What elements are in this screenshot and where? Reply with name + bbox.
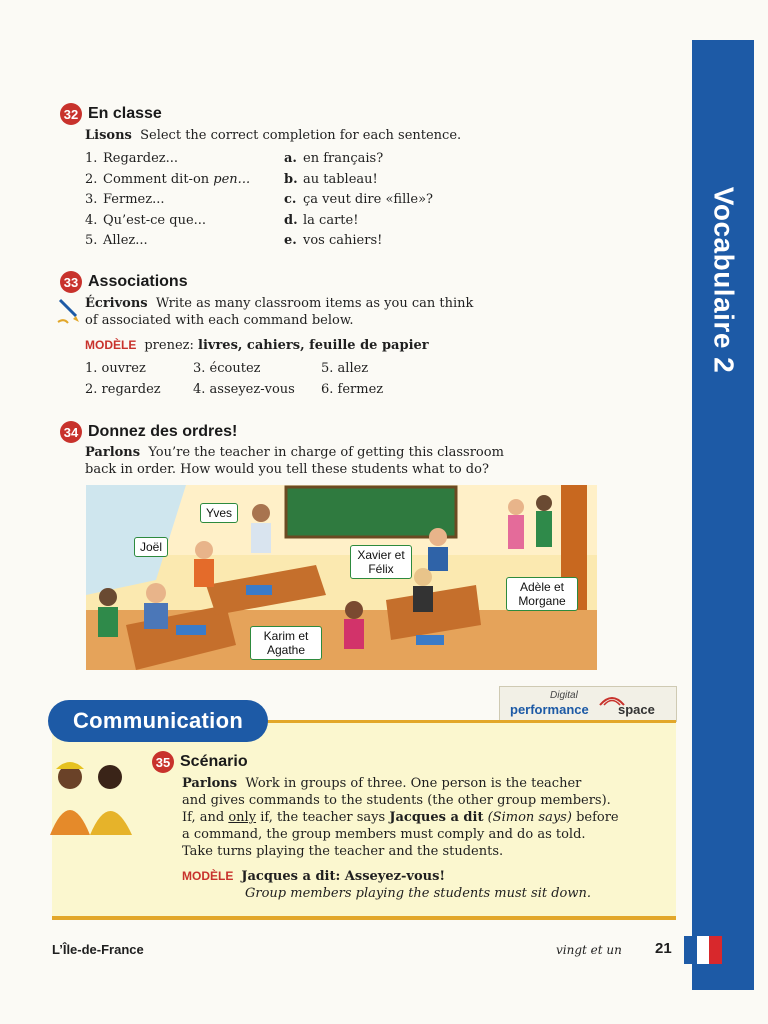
activity-number: 32: [60, 103, 82, 125]
list-item: b. au tableau!: [284, 171, 378, 187]
activity-35-instructions: Parlons Work in groups of three. One person is the teacher and gives commands to the students (the other group members). If, and only if, the teacher says Jacques a dit (Simon says) before a command, the group members must comply and do as told. Take turns playing the teacher and the students.: [182, 776, 619, 859]
activity-title: Donnez des ordres!: [88, 423, 238, 440]
footer-region: L’Île-de-France: [52, 942, 144, 957]
activity-32-header: [60, 103, 162, 125]
page-number: 21: [655, 940, 672, 957]
activity-number: 34: [60, 421, 82, 443]
list-item: 5. allez: [321, 361, 369, 376]
pencil-icon: [56, 296, 82, 326]
activity-35-header: [152, 751, 248, 773]
activity-32-instructions: Lisons Select the correct completion for each sentence.: [85, 128, 462, 143]
footer-page-words: vingt et un: [556, 943, 622, 957]
list-item: d. la carte!: [284, 212, 359, 228]
list-item: 3. écoutez: [193, 361, 261, 376]
classroom-illustration: [86, 485, 597, 670]
list-item: 4. asseyez-vous: [193, 381, 295, 397]
activity-33-modele: MODÈLE prenez: livres, cahiers, feuille de papier: [85, 338, 429, 353]
students-photo: [40, 755, 140, 835]
list-item: 6. fermez: [321, 381, 384, 397]
list-item: 2. Comment dit-on pen...: [85, 171, 251, 187]
label-joel: Joël: [134, 537, 168, 557]
list-item: 3. Fermez...: [85, 192, 165, 207]
list-item: 1. ouvrez: [85, 361, 146, 376]
label-adele-morgane: Adèle et Morgane: [506, 577, 578, 611]
activity-34-header: [60, 421, 237, 443]
activity-32-right-column: [284, 149, 433, 252]
activity-number: 35: [152, 751, 174, 773]
activity-33-instructions: Écrivons Write as many classroom items as you can think of associated with each command below.: [85, 296, 474, 328]
list-item: 4. Qu’est-ce que...: [85, 212, 207, 228]
list-item: c. ça veut dire «fille»?: [284, 192, 434, 207]
activity-number: 33: [60, 271, 82, 293]
swirl-icon: [598, 691, 626, 707]
sidebar-label: Vocabulaire 2: [708, 186, 740, 374]
activity-32-left-column: [85, 149, 250, 252]
digital-performance-space-badge[interactable]: Digital performance space: [499, 686, 677, 722]
french-flag-icon: [684, 936, 722, 964]
list-item: a. en français?: [284, 151, 384, 166]
list-item: 1. Regardez...: [85, 151, 179, 166]
label-xavier-felix: Xavier et Félix: [350, 545, 412, 579]
activity-title: Scénario: [180, 753, 248, 770]
activity-34-instructions: Parlons You’re the teacher in charge of getting this classroom back in order. How would you tell these students what to do?: [85, 445, 504, 477]
activity-35-modele: MODÈLE Jacques a dit: Asseyez-vous! Group members playing the students must sit down.: [182, 869, 591, 901]
activity-33-header: [60, 271, 188, 293]
activity-title: En classe: [88, 105, 162, 122]
label-yves: Yves: [200, 503, 238, 523]
list-item: 5. Allez...: [85, 233, 148, 248]
activity-title: Associations: [88, 273, 188, 290]
list-item: 2. regardez: [85, 381, 161, 397]
list-item: e. vos cahiers!: [284, 233, 383, 248]
activity-33-items: [85, 359, 415, 400]
label-karim-agathe: Karim et Agathe: [250, 626, 322, 660]
communication-tag: Communication: [48, 700, 268, 742]
